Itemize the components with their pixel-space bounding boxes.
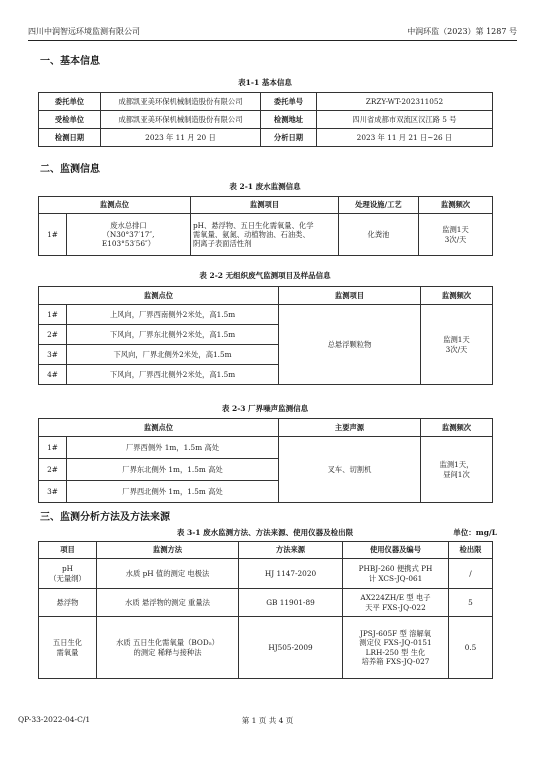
header-point: 监测点位 <box>39 287 279 305</box>
frequency-line: 监测1天， <box>439 460 474 470</box>
test-date-label: 检测日期 <box>39 129 101 147</box>
header-limit: 检出限 <box>449 542 493 559</box>
instrument <box>343 559 449 589</box>
header-point: 监测点位 <box>39 197 191 214</box>
method-source: GB 11901-89 <box>239 589 343 617</box>
table-2-3-caption: 表 2-3 厂界噪声监测信息 <box>221 404 309 413</box>
items-line: 阴离子表面活性剂 <box>193 239 252 249</box>
instrument-line: PHBJ-260 便携式 PH <box>358 564 433 574</box>
method: 水质 悬浮物的测定 重量法 <box>97 589 239 617</box>
table-2-1-caption: 表 2-1 废水监测信息 <box>229 182 301 191</box>
method: 水质 pH 值的测定 电极法 <box>97 559 239 589</box>
header-source: 主要声源 <box>279 419 421 437</box>
point-longitude: E103°53′56″） <box>101 239 156 249</box>
unit-label: 单位：mg/L <box>453 528 497 537</box>
method-line: 的测定 稀释与接种法 <box>133 647 202 657</box>
table-row <box>39 305 493 325</box>
header-frequency: 监测频次 <box>419 197 493 214</box>
treatment-facility: 化粪池 <box>339 214 419 256</box>
frequency-line: 3次/天 <box>444 234 467 244</box>
noise-source: 叉车、切割机 <box>279 437 421 503</box>
instrument-line: JPSJ-605F 型 溶解氧 <box>359 629 432 639</box>
frequency-line: 3次/天 <box>445 344 468 354</box>
table-3-1-caption: 表 3-1 废水监测方法、方法来源、使用仪器及检出限 <box>176 528 354 537</box>
monitoring-point: 厂界西侧外 1m，1.5m 高处 <box>67 437 279 459</box>
monitoring-point: 下风向，厂界西北侧外2米处，高1.5m <box>67 365 279 385</box>
client-value: 成都凯亚美环保机械制造股份有限公司 <box>101 93 261 111</box>
monitoring-point: 下风向，厂界东北侧外2米处，高1.5m <box>67 325 279 345</box>
table-row <box>39 617 493 679</box>
point-name: 废水总排口 <box>110 220 147 230</box>
section-monitoring-info-title: 二、监测信息 <box>40 164 100 175</box>
address-value: 四川省成都市双流区汉江路 5 号 <box>317 111 493 129</box>
monitoring-item: 总悬浮颗粒物 <box>279 305 421 385</box>
instrument-line: 计 XCS-JQ-061 <box>368 573 423 583</box>
item-ph <box>39 559 97 589</box>
table-row <box>39 214 493 256</box>
detection-limit: 0.5 <box>449 617 493 679</box>
page-number: 第 1 页 共 4 页 <box>241 716 294 725</box>
company-name: 四川中润智远环境监测有限公司 <box>28 27 140 36</box>
monitoring-point: 厂界西北侧外 1m，1.5m 高处 <box>67 481 279 503</box>
table-row <box>39 437 493 459</box>
table-1-1-caption: 表1-1 基本信息 <box>238 78 292 87</box>
address-label: 检测地址 <box>261 111 317 129</box>
method-line: 水质 五日生化需氧量（BOD₅） <box>116 638 219 648</box>
header-point: 监测点位 <box>39 419 279 437</box>
monitoring-items <box>191 214 339 256</box>
items-line: pH、悬浮物、五日生化需氧量、化学 <box>193 220 314 230</box>
instrument-line: LRH-250 型 生化 <box>365 647 426 657</box>
item-line: 五日生化 <box>52 638 83 648</box>
item-line: 需氧量 <box>56 647 79 657</box>
method <box>97 617 239 679</box>
client-label: 委托单位 <box>39 93 101 111</box>
header-item: 监测项目 <box>279 287 421 305</box>
monitoring-point: 下风向，厂界北侧外2米处，高1.5m <box>67 345 279 365</box>
item-line: pH <box>61 564 74 574</box>
table-row <box>39 589 493 617</box>
frequency-line: 昼间1次 <box>443 469 470 479</box>
monitoring-frequency <box>419 214 493 256</box>
table-2-2-caption: 表 2-2 无组织废气监测项目及样品信息 <box>199 271 331 280</box>
waste-gas-table <box>38 286 493 385</box>
header-source: 方法来源 <box>239 542 343 559</box>
row-number: 4# <box>39 365 67 385</box>
instrument-line: AX224ZH/E 型 电子 <box>360 593 431 603</box>
item-line: （无量纲） <box>49 573 86 583</box>
form-number: QP-33-2022-04-C/1 <box>18 715 91 724</box>
inspected-value: 成都凯亚美环保机械制造股份有限公司 <box>101 111 261 129</box>
noise-table <box>38 418 493 503</box>
row-number: 1# <box>39 214 67 256</box>
instrument-line: 天平 FXS-JQ-022 <box>365 602 426 612</box>
header-instrument: 使用仪器及编号 <box>343 542 449 559</box>
monitoring-frequency <box>421 305 493 385</box>
header-facility: 处理设施/工艺 <box>339 197 419 214</box>
analysis-date-value: 2023 年 11 月 21 日~26 日 <box>317 129 493 147</box>
instrument <box>343 589 449 617</box>
monitoring-frequency <box>421 437 493 503</box>
row-number: 2# <box>39 459 67 481</box>
row-number: 1# <box>39 305 67 325</box>
client-no-label: 委托单号 <box>261 93 317 111</box>
row-number: 3# <box>39 345 67 365</box>
items-line: 需氧量、氨氮、动植物油、石油类、 <box>193 229 310 239</box>
header-frequency: 监测频次 <box>421 287 493 305</box>
frequency-line: 监测1天 <box>442 225 469 235</box>
item-suspended-solids: 悬浮物 <box>39 589 97 617</box>
page-footer <box>18 715 517 724</box>
method-source: HJ 1147-2020 <box>239 559 343 589</box>
wastewater-info-table <box>38 196 493 256</box>
instrument-line: 培养箱 FXS-JQ-027 <box>361 656 430 666</box>
page-header <box>28 26 517 41</box>
header-items: 监测项目 <box>191 197 339 214</box>
section-basic-info-title: 一、基本信息 <box>40 56 100 67</box>
row-number: 2# <box>39 325 67 345</box>
header-method: 监测方法 <box>97 542 239 559</box>
client-no-value: ZRZY-WT-202311052 <box>317 93 493 111</box>
point-latitude: （N30°37′17″, <box>102 229 155 239</box>
report-number: 中润环监（2023）第 1287 号 <box>407 27 517 36</box>
item-bod5 <box>39 617 97 679</box>
row-number: 3# <box>39 481 67 503</box>
test-date-value: 2023 年 11 月 20 日 <box>101 129 261 147</box>
inspected-label: 受检单位 <box>39 111 101 129</box>
instrument-line: 测定仪 FXS-JQ-0151 <box>359 638 432 648</box>
detection-limit: 5 <box>449 589 493 617</box>
method-source: HJ505-2009 <box>239 617 343 679</box>
monitoring-point: 厂界东北侧外 1m，1.5m 高处 <box>67 459 279 481</box>
monitoring-point <box>67 214 191 256</box>
basic-info-table <box>38 92 493 147</box>
detection-limit: / <box>449 559 493 589</box>
methods-table <box>38 541 493 679</box>
analysis-date-label: 分析日期 <box>261 129 317 147</box>
header-item: 项目 <box>39 542 97 559</box>
frequency-line: 监测1天 <box>443 335 470 345</box>
row-number: 1# <box>39 437 67 459</box>
instrument <box>343 617 449 679</box>
header-frequency: 监测频次 <box>421 419 493 437</box>
section-methods-title: 三、监测分析方法及方法来源 <box>40 512 170 523</box>
monitoring-point: 上风向，厂界西南侧外2米处，高1.5m <box>67 305 279 325</box>
table-row <box>39 559 493 589</box>
